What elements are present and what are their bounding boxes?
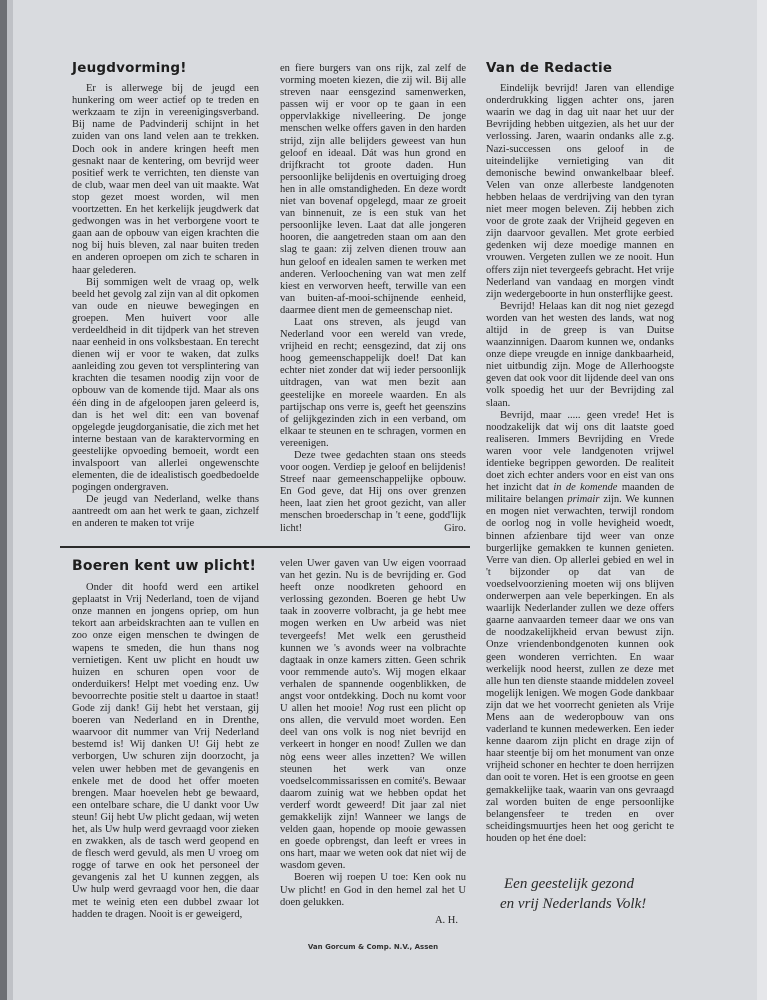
paragraph: Bevrijd! Helaas kan dit nog niet gezegd worden van het westen des lands, wat nog altijd in de greep is van Duitse waanzinnigen. Daarom kunnen we, ondanks onze diepe vreugde en innige dankbaarheid, niet uitbundig zijn. Moge de Allerhoogste geven dat ook voor dit lijdende deel van ons volk spoedig het uur der Bevrijding zal slaan. xyxy=(486,300,674,409)
paragraph: Onder dit hoofd werd een artikel geplaatst in Vrij Nederland, toen de vijand onze mannen en jongens opriep, om hun tekort aan arbeidskrachten aan te vullen en zoo onze eigen menschen te dwingen de wapens te smeden, die hun thans nog vernietigen. Kent uw plicht en houdt uw huizen en schuren open voor de onderduikers! Helpt met voeding enz. Uw bevoorrechte positie stelt u daartoe in staat! Gode zij dank! Gij hebt het verstaan, gij boeren van Nederland en in Drenthe, waarvoor dit nummer van Vrij Nederland bestemd is! Wij danken U! Gij hebt ze verborgen, Uw schuren zijn doorzocht, ja velen uwer hebben met de gevangenis en enkele met de dood het offer moeten brengen. Maar hoevelen hebt ge bewaard, een ontelbare schare, die U dankt voor Uw steun! Gij hebt Uw plicht gedaan, wij weten het, als Uw hulp werd gevraagd voor zieken en zwakken, als de tasch werd geopend en de flesch werd gevuld, als men U vroeg om rogge of tarwe en ook het personeel der gevangenis zal het U kunnen zeggen, als Uw hulp werd gevraagd voor hen, die daar met te weinig eten een dubbel zwaar lot hadden te dragen. Nooit is er geweigerd, xyxy=(72,582,259,920)
motto-line: Een geestelijk gezond xyxy=(504,876,634,892)
article-redactie xyxy=(486,62,674,845)
paragraph: De jeugd van Nederland, welke thans aantreedt om aan het werk te gaan, zichzelf en anderen te maken tot vrije xyxy=(72,494,259,530)
paragraph: Boeren wij roepen U toe: Ken ook nu Uw plicht! en God in den hemel zal het U doen gelukken. xyxy=(280,872,466,908)
article-jeugdvorming-col2 xyxy=(280,63,466,535)
text: zijn. We kunnen en mogen niet verwachten, terwijl rondom de oorlog nog in volle hevigheid woedt, binnen afzienbare tijd weer van onze burgerlijke gemakken te kunnen genieten. Verre van dien. Op allerlei gebied en wel in 't bijzonder op dat van de voedselvoorziening moeten wij ons blijven onderwerpen aan vele beperkingen. En als waarlijk Nederlander zullen we deze offers gaarne aanvaarden temeer daar we ons van de noodzakelijkheid ervan bewust zijn. Onze vriendenbondgenoten kunnen ook geen wonderen verrichten. En waar werkelijk nood heerst, zullen ze deze met alle hun ten dienste staande middelen zoveel mogelijk lenigen. We mogen Gode dankbaar zijn dat we het voorrecht genieten als Vrije Mens aan de wederopbouw van ons vaderland te kunnen medewerken. Een ieder kenne daarom zijn plicht en drage zijn of haar steentje bij om het monument van onze vrijheid schoner en hechter te doen herrijzen dan ooit te voren. Het is een grootse en geen gemakkelijke taak, waarin van ons gevraagd zal worden buiten de enge persoonlijke belangensfeer te treden en over scheidingsmuurtjes heen het oog gericht te houden op het éne doel: xyxy=(486,494,674,844)
article-boeren-col1 xyxy=(72,560,259,921)
italic-text: in de komende xyxy=(553,482,618,494)
italic-text: Nog xyxy=(367,703,385,715)
divider-rule xyxy=(60,546,470,548)
article-title: Van de Redactie xyxy=(486,60,613,76)
article-jeugdvorming-col1 xyxy=(72,62,259,531)
paragraph: Deze twee gedachten staan ons steeds voor oogen. Verdiep je geloof en belijdenis! Streef naar gemeenschappelijke opbouw. En God geve, dat Hij ons over grenzen heen, laat zien het groot gezicht, van aller menschen broederschap in 't eene, godd'lijk licht! xyxy=(280,450,466,534)
paragraph: Eindelijk bevrijd! Jaren van ellendige onderdrukking liggen achter ons, jaren waarin we dag in dag uit naar het uur der Bevrijding hebben uitgezien, als het uur der verlossing. Jaren, waarin ondanks alle z.g. Nazi-successen ons geloof in de uiteindelijke vernietiging van dit demonische bewind onwankelbaar bleef. Velen van onze allerbeste landgenoten hebben helaas de verdrijving van den tyran niet meer mogen beleven. Zij hebben zich voor de grote zaak der Vrijheid gegeven en zijn daarvoor gevallen. Met grote eerbied gedenken wij deze moedige mannen en vrouwen. Vergeten zullen we ze nooit. Hun offers zijn niet tevergeefs gebracht. Het vrije Nederland van vandaag en morgen vindt zijn wedergeboorte in hun onsterflijke geest. xyxy=(486,83,674,300)
paragraph: en fiere burgers van ons rijk, zal zelf de vorming moeten kiezen, die zij wil. Bij alle streven naar eensgezind samenwerken, passen wij er voor op te gaan in een oppervlakkige nivelleering. De jonge menschen welke offers gaven in den harden strijd, zijn alle belijders geweest van hun geloof en ideaal. Dát was hun grond en drijfkracht tot groote daden. Hun persoonlijke belijdenis en overtuiging droeg hen in alle omstandigheden. En deze wordt niet van bovenaf opgelegd, maar ze groeit van binnenuit, ze is een stuk van het persoonlijke leven. Laat dat alle jongeren hooren, die aangetreden staan om aan den slag te gaan: zij zelven dienen trouw aan hun geloof en idealen samen te werken met anderen. Verloochening van wat men zelf kiest en verworven heeft, terwille van een van buiten-af-mooi-schijnende eenheid, daarmee dient men de gemeenschap niet. xyxy=(280,63,466,316)
text: maanden de militaire belangen xyxy=(486,482,674,506)
article-title: Jeugdvorming! xyxy=(72,60,187,76)
printer-imprint: Van Gorcum & Comp. N.V., Assen xyxy=(307,943,439,951)
paragraph: Bij sommigen welt de vraag op, welk beeld het gevolg zal zijn van al dit opkomen van oude en nieuwe bewegingen en groepen. Men huivert voor alle verdeeldheid in dit tijdperk van het streven naar eenheid in ons volksbestaan. En terecht dienen wij er voor te waken, dat zulks aanleiding zou geven tot versplintering van krachten die tesamen noodig zijn voor de opbouw van de komende tijd. Maar als ons één ding in de afgeloopen jaren geleerd is, dan is het wel dit: een van bovenaf opgelegde jeugdorganisatie, die zich met het interne bestaan van de karaktervorming en geestelijke opvoeding bemoeit, wordt een invalspoort van allerlei ongewenschte elementen, die de idealistisch goedbedoelde pogingen ondergraven. xyxy=(72,276,259,494)
article-boeren-col2 xyxy=(280,558,466,927)
scan-binding-shadow xyxy=(7,0,13,1000)
paragraph: Laat ons streven, als jeugd van Nederland voor een wereld van vrede, vrijheid en recht; eensgezind, dat zij ons hoog gemeenschappelijk doel! Dat kan echter niet zonder dat wij ieder persoonlijk uitdragen, van wat men bezit aan geestelijke en moreele waarden. En als partijschap ons verre is, geeft het geenszins of gelijkgezinden zich in een verband, om elkaar te steunen en te schragen, vormen en vereenigen. xyxy=(280,316,466,449)
text: rust een plicht op ons allen, die vervuld moet worden. Een deel van ons volk is nog niet bevrijd en verkeert in honger en nood! Zullen we dan nòg eens weer alles inzetten? We willen steunen het werk van onze voedselcommissarissen en comité's. Bewaar daarom zuinig wat we hebben opdat het verderf wordt geweerd! Dit jaar zal niet gemakkelijk zijn! Wanneer we langs de velden gaan, hopende op mooie gewassen en goede opbrengst, dan leeft er vrees in ons hart, maar we weten ook dat niet wij de wasdom geven. xyxy=(280,703,466,872)
scan-binding-edge xyxy=(0,0,7,1000)
text: Bevrijd, maar ..... geen vrede! Het is noodzakelijk dat wij ons dit laatste goed realiseren. Immers Bevrijding en Vrede waren voor vele landgenoten vrijwel identieke begrippen geworden. De realiteit doet zich echter anders voor en eist van ons het inzicht dat xyxy=(486,409,674,494)
text: velen Uwer gaven van Uw eigen voorraad van het gezin. Nu is de bevrijding er. God heeft onze noodkreten gehoord en verlossing gezonden. Boeren ge hebt Uw taak in zooverre volbracht, ja ge hebt mee mogen werken en Uw arbeid was niet tevergeefs! Met welk een gerustheid kunnen we 's avonds weer na volbrachte dagtaak in onze kamers zitten. Geen schrik voor remmende auto's. Wij mogen elkaar verhalen de spannende oogenblikken, de angst voor ontdekking. Doch nu komt voor U allen het mooie! xyxy=(280,558,466,715)
paragraph xyxy=(280,558,466,872)
paragraph xyxy=(486,410,674,845)
article-title: Boeren kent uw plicht! xyxy=(72,558,257,574)
signature: Giro. xyxy=(444,522,466,534)
paragraph: Er is allerwege bij de jeugd een hunkering om weer actief op te treden en werkzaam te zijn in vereenigingsverband. Bij name de Padvinderij schijnt in het zuiden van ons land velen aan te trekken. Doch ook in andere kringen heeft men gesnakt naar de kentering, om bevrijd weer positief werk te verrichten, ten dienste van de club, waar men deel van uit maakte. Wat stop gezet moest worden, wil men voortzetten. En het kerkelijk jeugdwerk dat gedwongen was in het verborgene voort te gaan aan de opbouw van eigen krachten die nog bij huis bleven, zal naar buiten treden en anderen oproepen om zich te scharen in haar gelederen. xyxy=(72,83,259,276)
italic-text: primair xyxy=(567,494,600,506)
motto-line: en vrij Nederlands Volk! xyxy=(500,896,647,912)
signature: A. H. xyxy=(434,914,458,926)
closing-motto xyxy=(500,874,700,914)
scan-page-edge xyxy=(757,0,767,1000)
